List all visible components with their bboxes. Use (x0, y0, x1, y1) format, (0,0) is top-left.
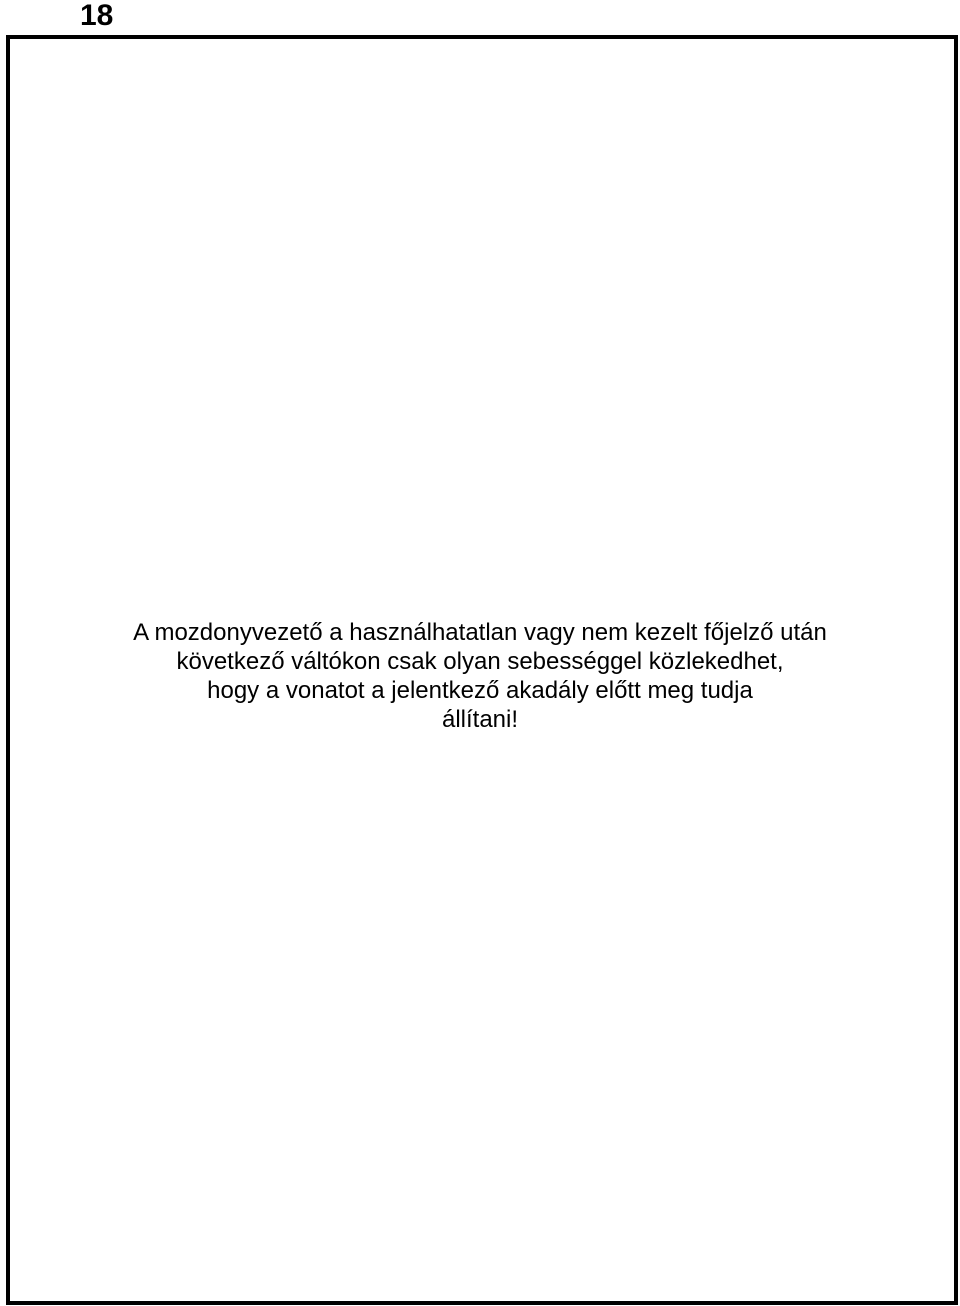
card-text-line-2: következő váltókon csak olyan sebességgel közlekedhet, (176, 648, 784, 675)
page-number: 18 (80, 0, 114, 32)
card-text (0, 618, 960, 734)
card-text-line-3: hogy a vonatot a jelentkező akadály előtt meg tudja (207, 677, 753, 704)
card-text-line-4: állítani! (441, 706, 519, 733)
card-text-line-1: A mozdonyvezető a használhatatlan vagy nem kezelt főjelző után (133, 619, 827, 646)
